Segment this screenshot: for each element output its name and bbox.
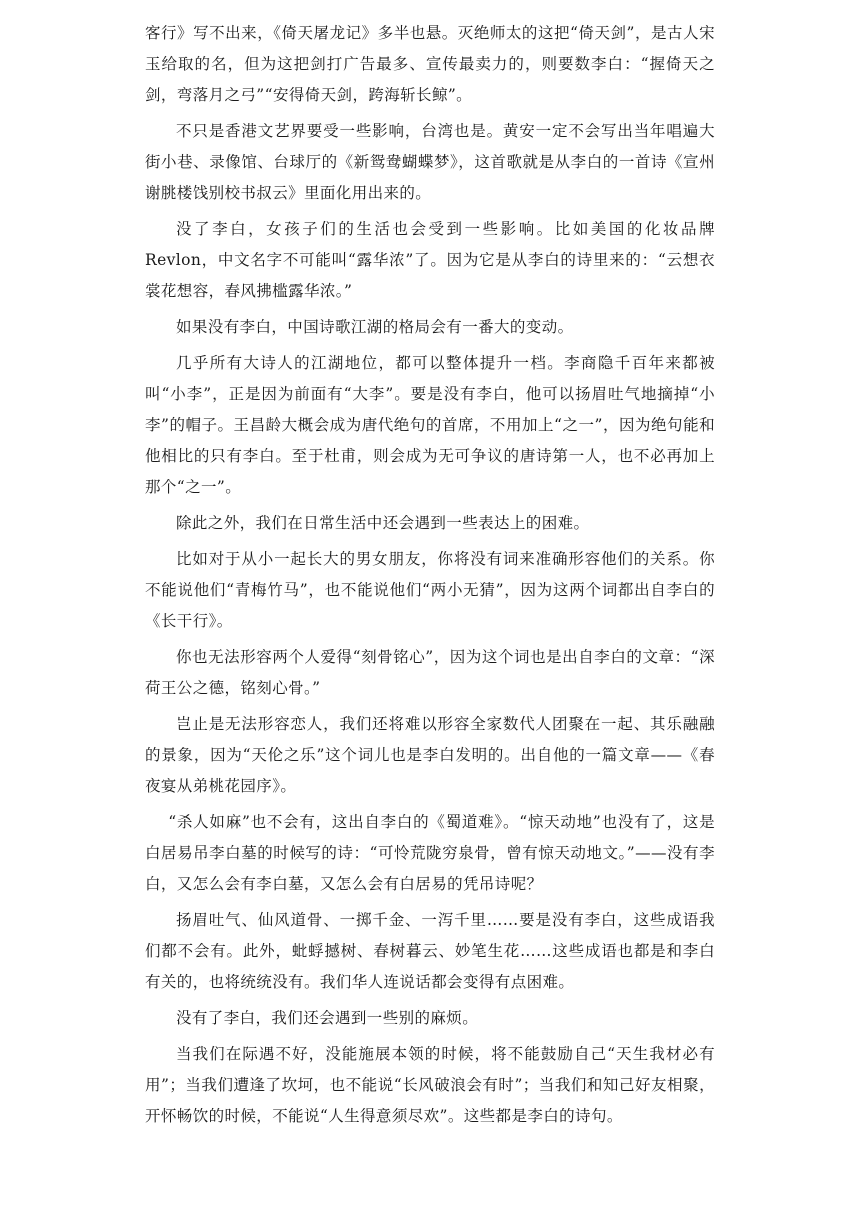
paragraph: 扬眉吐气、仙风道骨、一掷千金、一泻千里……要是没有李白，这些成语我们都不会有。此外，蚍蜉撼树、春树暮云、妙笔生花……这些成语也都是和李白有关的，也将统统没有。我们华人连说话都会变得有点困难。 [145,911,715,991]
paragraph: 不只是香港文艺界要受一些影响，台湾也是。黄安一定不会写出当年唱遍大街小巷、录像馆、台球厅的《新鸳鸯蝴蝶梦》，这首歌就是从李白的一首诗《宣州谢朓楼饯别校书叔云》里面化用出来的。 [145,122,715,202]
paragraph: 客行》写不出来，《倚天屠龙记》多半也悬。灭绝师太的这把“倚天剑”，是古人宋玉给取的名，但为这把剑打广告最多、宣传最卖力的，则要数李白：“握倚天之剑，弯落月之弓”“安得倚天剑，跨海斩长鲸”。 [145,24,715,104]
paragraph: “杀人如麻”也不会有，这出自李白的《蜀道难》。“惊天动地”也没有了，这是白居易吊李白墓的时候写的诗：“可怜荒陇穷泉骨，曾有惊天动地文。”——没有李白，又怎么会有李白墓，又怎么会有白居易的凭吊诗呢？ [145,813,715,893]
paragraph: 当我们在际遇不好，没能施展本领的时候，将不能鼓励自己“天生我材必有用”；当我们遭逢了坎坷，也不能说“长风破浪会有时”；当我们和知己好友相聚，开怀畅饮的时候，不能说“人生得意须尽欢”。这些都是李白的诗句。 [145,1045,715,1125]
paragraph: 比如对于从小一起长大的男女朋友，你将没有词来准确形容他们的关系。你不能说他们“青梅竹马”，也不能说他们“两小无猜”，因为这两个词都出自李白的《长干行》。 [145,550,715,630]
paragraph: 除此之外，我们在日常生活中还会遇到一些表达上的困难。 [176,514,590,532]
paragraph: 你也无法形容两个人爱得“刻骨铭心”，因为这个词也是出自李白的文章：“深荷王公之德，铭刻心骨。” [145,648,715,697]
paragraph: 几乎所有大诗人的江湖地位，都可以整体提升一档。李商隐千百年来都被叫“小李”，正是因为前面有“大李”。要是没有李白，他可以扬眉吐气地摘掉“小李”的帽子。王昌龄大概会成为唐代绝句的首席，不用加上“之一”，因为绝句能和他相比的只有李白。至于杜甫，则会成为无可争议的唐诗第一人，也不必再加上那个“之一”。 [145,354,715,496]
article-body [145,18,715,1137]
paragraph: 岂止是无法形容恋人，我们还将难以形容全家数代人团聚在一起、其乐融融的景象，因为“天伦之乐”这个词儿也是李白发明的。出自他的一篇文章——《春夜宴从弟桃花园序》。 [145,715,715,795]
paragraph: 没有了李白，我们还会遇到一些别的麻烦。 [176,1009,479,1027]
paragraph: 没了李白，女孩子们的生活也会受到一些影响。比如美国的化妆品牌Revlon，中文名字不可能叫“露华浓”了。因为它是从李白的诗里来的：“云想衣裳花想容，春风拂槛露华浓。” [145,220,715,300]
paragraph: 如果没有李白，中国诗歌江湖的格局会有一番大的变动。 [176,318,574,336]
